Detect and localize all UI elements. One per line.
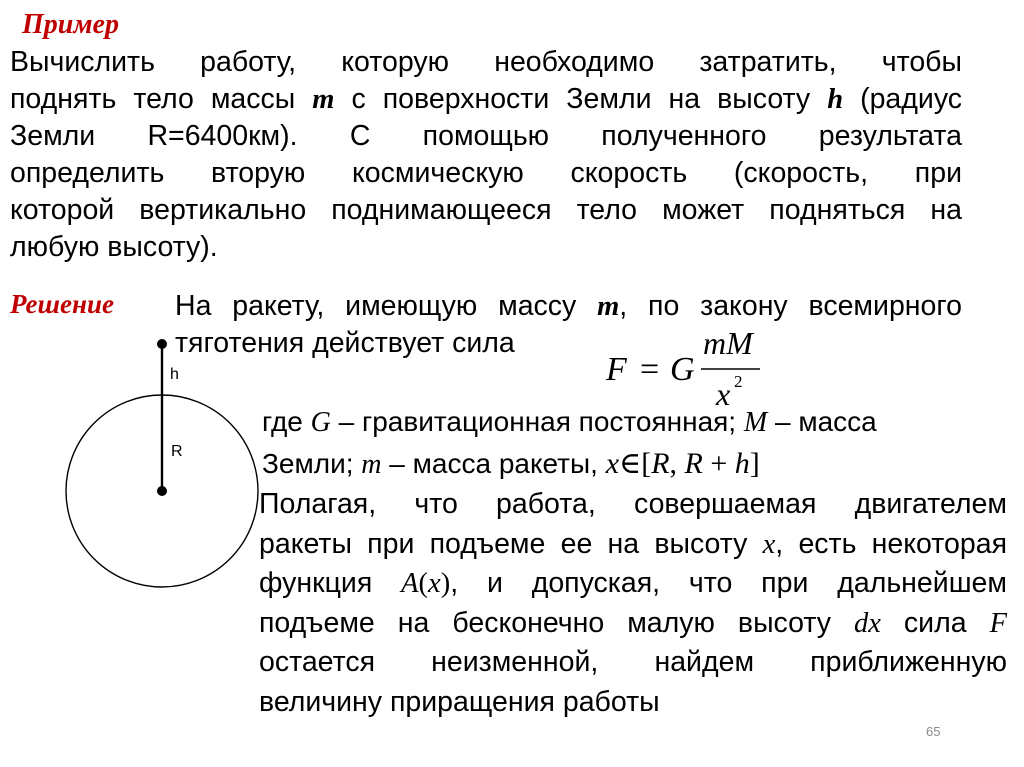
problem-line-3: Земли R=6400км). С помощью полученного результата	[10, 120, 962, 152]
problem-line-4: определить вторую космическую скорость (скорость, при	[10, 157, 962, 189]
constants-description	[262, 401, 962, 485]
formula-numerator: mM	[703, 326, 753, 361]
solution-intro	[175, 288, 962, 362]
problem-line-5: которой вертикально поднимающееся тело может подняться на	[10, 194, 962, 226]
page-number: 65	[926, 724, 941, 739]
problem-line-2: поднять тело массы m с поверхности Земли на высоту h (радиус	[10, 83, 963, 115]
solution-line-2: тяготения действует сила	[175, 327, 515, 359]
formula-constant: G	[670, 351, 695, 388]
label-h: h	[170, 366, 179, 383]
problem-statement	[10, 44, 962, 266]
formula-exponent: 2	[734, 372, 743, 391]
center-point	[157, 486, 167, 496]
derivation-line-1: Полагая, что работа, совершаемая двигателем	[259, 488, 1007, 520]
solution-heading: Решение	[10, 289, 114, 319]
label-r: R	[171, 443, 183, 460]
where-line-2: Земли; m – масса ракеты, x∈[R, R + h]	[262, 447, 760, 480]
where-line-1: где G – гравитационная постоянная; M – масса	[262, 406, 877, 438]
problem-line-6: любую высоту).	[10, 231, 218, 263]
example-heading: Пример	[22, 9, 119, 40]
derivation-line-2: ракеты при подъеме ее на высоту x, есть некоторая	[259, 527, 1008, 560]
derivation-line-6: величину приращения работы	[259, 685, 660, 718]
derivation-line-5: остается неизменной, найдем приближенную	[259, 646, 1007, 678]
formula-lhs: F	[606, 351, 627, 388]
earth-diagram	[55, 330, 265, 630]
formula-equals: =	[640, 351, 660, 388]
solution-line-1: На ракету, имеющую массу m, по закону всемирного	[175, 290, 962, 322]
problem-line-1: Вычислить работу, которую необходимо затратить, чтобы	[10, 46, 962, 78]
derivation-paragraph	[259, 485, 1007, 722]
derivation-line-4: подъеме на бесконечно малую высоту dx сила F	[259, 606, 1007, 639]
formula-denominator: x	[716, 376, 731, 412]
derivation-line-3: функция A(x), и допуская, что при дальнейшем	[259, 567, 1007, 599]
top-point	[157, 339, 167, 349]
